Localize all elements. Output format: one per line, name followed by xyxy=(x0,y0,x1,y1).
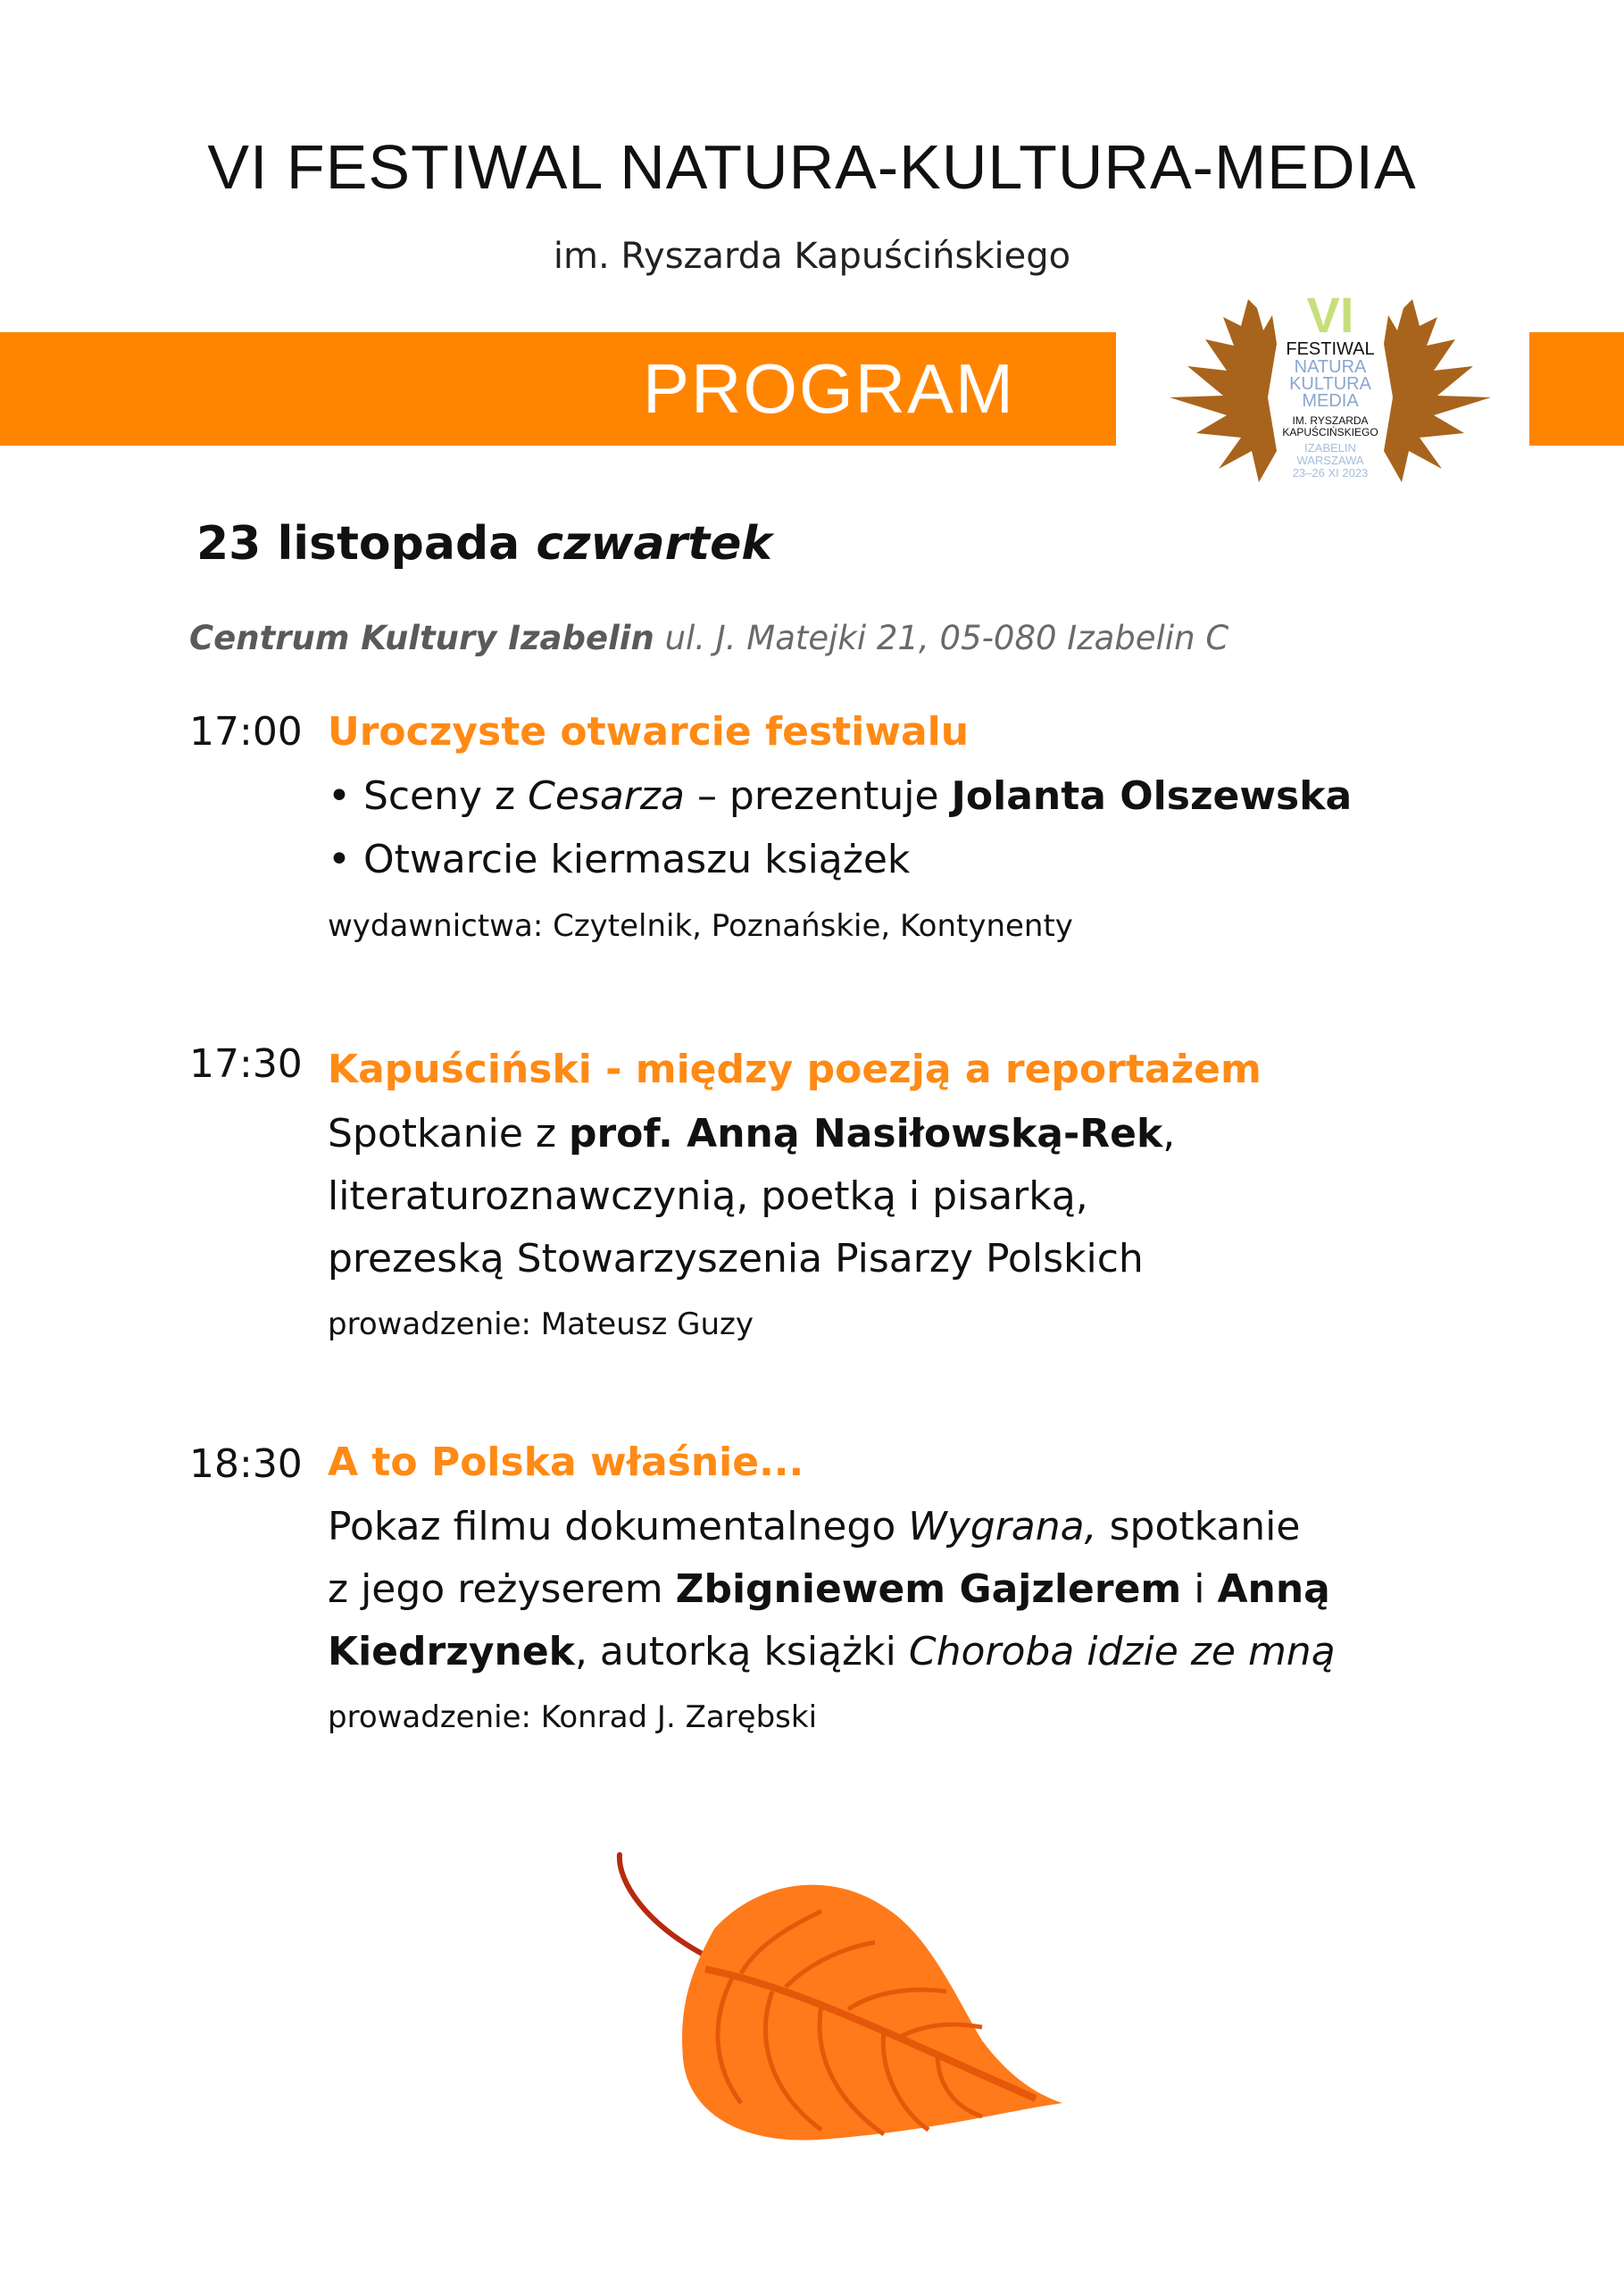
text: , xyxy=(1162,1111,1176,1156)
event-line: literaturoznawczynią, poetką i pisarką, xyxy=(328,1173,1088,1219)
event-time: 17:30 xyxy=(189,1041,303,1087)
logo-kapuscinskiego: KAPUŚCIŃSKIEGO xyxy=(1282,426,1378,438)
logo-warszawa: WARSZAWA xyxy=(1296,454,1364,467)
logo-kultura: KULTURA xyxy=(1289,374,1371,394)
event-note: prowadzenie: Konrad J. Zarębski xyxy=(328,1699,818,1735)
event-note: wydawnictwa: Czytelnik, Poznańskie, Kontynenty xyxy=(328,908,1073,944)
program-heading: PROGRAM xyxy=(643,349,1016,428)
person-name: Jolanta Olszewska xyxy=(951,773,1353,819)
person-name: Zbigniewem Gajzlerem xyxy=(675,1566,1182,1612)
work-title: Cesarza xyxy=(528,773,685,819)
text: i xyxy=(1181,1566,1218,1612)
festival-subtitle: im. Ryszarda Kapuścińskiego xyxy=(553,236,1071,277)
event-line: prezeską Stowarzyszenia Pisarzy Polskich xyxy=(328,1236,1144,1281)
text: , autorką książki xyxy=(574,1629,909,1674)
logo-im: IM. RYSZARDA xyxy=(1292,414,1369,427)
text: z jego reżyserem xyxy=(328,1566,676,1612)
day-weekday: czwartek xyxy=(536,517,772,571)
book-title: Choroba idzie ze mną xyxy=(908,1629,1336,1674)
event-title: A to Polska właśnie... xyxy=(328,1440,804,1485)
program-band-right xyxy=(1529,332,1624,446)
text: • Sceny z xyxy=(328,773,529,819)
venue-line xyxy=(189,616,1228,661)
event-bullet: • Otwarcie kiermaszu książek xyxy=(328,837,911,882)
logo-place xyxy=(1259,442,1402,480)
event-bullet xyxy=(328,770,1352,823)
event-time: 18:30 xyxy=(189,1441,303,1487)
logo-izabelin: IZABELIN xyxy=(1304,441,1356,455)
festival-logo xyxy=(1152,287,1509,496)
event-line xyxy=(328,1500,1300,1554)
event-title: Kapuściński - między poezją a reportażem xyxy=(328,1047,1262,1092)
logo-patron xyxy=(1259,415,1402,438)
event-title: Uroczyste otwarcie festiwalu xyxy=(328,709,970,755)
text: – prezentuje xyxy=(684,773,952,819)
logo-media: MEDIA xyxy=(1302,391,1359,411)
person-name: Anną xyxy=(1217,1566,1330,1612)
event-line xyxy=(328,1107,1175,1161)
festival-title: VI FESTIWAL NATURA-KULTURA-MEDIA xyxy=(207,132,1417,202)
person-name: Kiedrzynek xyxy=(328,1629,575,1674)
venue-name: Centrum Kultury Izabelin xyxy=(189,619,654,657)
logo-dates: 23–26 XI 2023 xyxy=(1292,466,1369,480)
event-line xyxy=(328,1563,1330,1616)
film-title: Wygrana, xyxy=(908,1504,1097,1549)
text: Pokaz filmu dokumentalnego xyxy=(328,1504,909,1549)
event-time: 17:00 xyxy=(189,709,303,755)
event-note: prowadzenie: Mateusz Guzy xyxy=(328,1306,754,1342)
venue-address: ul. J. Matejki 21, 05-080 Izabelin C xyxy=(664,619,1229,657)
logo-nkm xyxy=(1259,359,1402,410)
text: spotkanie xyxy=(1096,1504,1301,1549)
event-line xyxy=(328,1625,1336,1679)
logo-numeral: VI xyxy=(1306,287,1354,343)
person-name: prof. Anną Nasiłowską-Rek xyxy=(568,1111,1163,1156)
logo-festiwal: FESTIWAL xyxy=(1286,339,1375,359)
text: Spotkanie z xyxy=(328,1111,569,1156)
day-date: 23 listopada xyxy=(196,517,521,571)
day-heading xyxy=(196,513,772,575)
autumn-leaf-icon xyxy=(616,1844,1080,2148)
logo-natura: NATURA xyxy=(1294,357,1367,377)
